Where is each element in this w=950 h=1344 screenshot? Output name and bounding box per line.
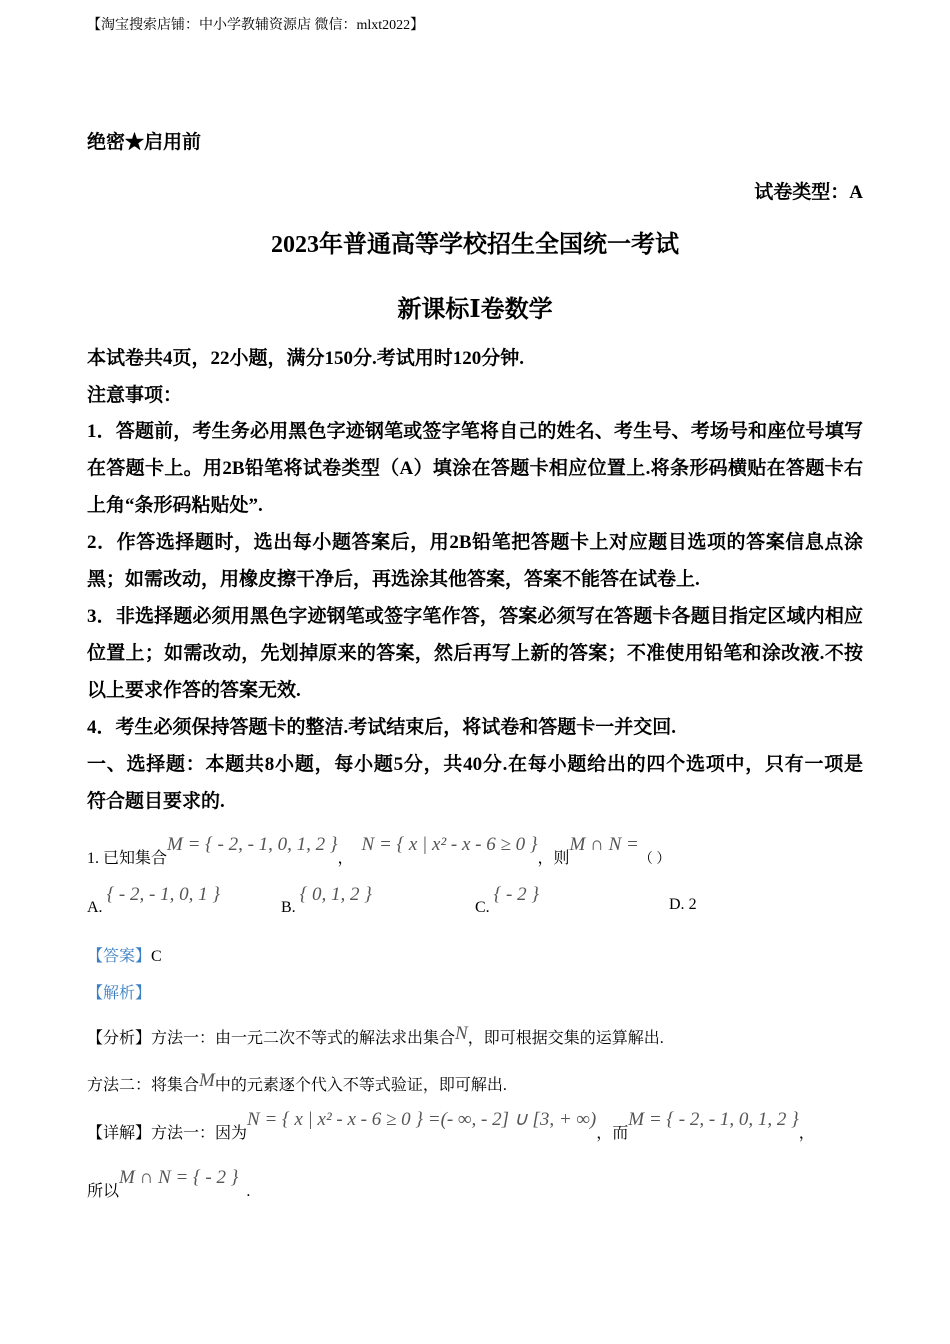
math-set-m: M = { - 2, - 1, 0, 1, 2 } [167, 834, 338, 855]
question-stem: 1. 已知集合 [87, 850, 168, 867]
exam-subtitle: 新课标Ⅰ卷数学 [397, 297, 553, 323]
text: 中的元素逐个代入不等式验证，即可解出. [214, 1077, 507, 1094]
shop-header: 【淘宝搜索店铺：中小学教辅资源店 微信：mlxt2022】 [87, 18, 425, 33]
math: M ∩ N = { - 2 } [119, 1167, 239, 1188]
answer-line [87, 943, 162, 966]
math: M [199, 1070, 215, 1091]
math: N [455, 1023, 468, 1044]
notice-line: 4．考生必须保持答题卡的整洁.考试结束后，将试卷和答题卡一并交回. [87, 717, 677, 738]
math-intersection: M ∩ N = [569, 834, 639, 855]
notice-title: 注意事项： [87, 385, 183, 406]
notice-line: 黑；如需改动，用橡皮擦干净后，再选涂其他答案，答案不能答在试卷上. [87, 569, 700, 590]
conclusion-line [87, 1165, 251, 1200]
text: 方法一：由一元二次不等式的解法求出集合 [151, 1030, 456, 1047]
notice-line: 上角“条形码粘贴处”. [87, 495, 263, 516]
option-d [669, 896, 697, 914]
answer-value: C [151, 948, 162, 965]
exam-title: 2023年普通高等学校招生全国统一考试 [271, 232, 679, 258]
fenxi-line [87, 1025, 664, 1049]
section-heading: 一、选择题：本题共8小题，每小题5分，共40分.在每小题给出的四个选项中，只有一项是 [87, 754, 863, 775]
answer-label: 【答案】 [87, 948, 152, 965]
notice-line: 2．作答选择题时，选出每小题答案后，用2B铅笔把答题卡上对应题目选项的答案信息点涂 [87, 532, 863, 553]
option-label: D. [669, 896, 685, 913]
option-value: 2 [688, 896, 697, 913]
notice-line: 位置上；如需改动，先划掉原来的答案，然后再写上新的答案；不准使用铅笔和涂改液.不按 [87, 643, 863, 664]
text: ，即可根据交集的运算解出. [467, 1030, 664, 1047]
notice-line: 3．非选择题必须用黑色字迹钢笔或签字笔作答，答案必须写在答题卡各题目指定区域内相应 [87, 606, 863, 627]
notice-line: 1．答题前，考生务必用黑色字迹钢笔或签字笔将自己的姓名、考生号、考场号和座位号填写 [87, 421, 863, 442]
text: 方法二：将集合 [87, 1077, 200, 1094]
option-label: A. [87, 899, 103, 916]
detail-label: 【详解】 [87, 1125, 152, 1142]
paper-type: 试卷类型：A [754, 182, 863, 203]
text: 所以 [87, 1183, 120, 1200]
option-label: C. [475, 899, 490, 916]
notice-line: 在答题卡上。用2B铅笔将试卷类型（A）填涂在答题卡相应位置上.将条形码横贴在答题卡右 [87, 458, 863, 479]
option-value: { 0, 1, 2 } [299, 884, 372, 905]
text: ， [798, 1125, 815, 1142]
answer-blank: （ ） [638, 852, 671, 867]
math: N = { x | x² - x - 6 ≥ 0 } =(- ∞, - 2] ∪ [3, + ∞) [247, 1109, 597, 1130]
method2-line [87, 1072, 507, 1096]
option-label: B. [281, 899, 296, 916]
option-a [87, 884, 220, 916]
option-c [475, 884, 539, 916]
section-heading: 符合题目要求的. [87, 791, 225, 812]
option-b [281, 884, 372, 916]
analysis-label: 【解析】 [87, 985, 152, 1002]
question-stem-then: ，则 [537, 850, 570, 867]
text: . [246, 1183, 251, 1200]
text: 方法一：因为 [151, 1125, 248, 1142]
option-value: { - 2 } [493, 884, 539, 905]
math: M = { - 2, - 1, 0, 1, 2 } [628, 1109, 799, 1130]
option-value: { - 2, - 1, 0, 1 } [106, 884, 220, 905]
detail-line [87, 1107, 815, 1142]
fenxi-label: 【分析】 [87, 1030, 152, 1047]
secret-label: 绝密★启用前 [87, 132, 202, 153]
question-1 [87, 832, 671, 867]
notice-line: 以上要求作答的答案无效. [87, 680, 301, 701]
text: ，而 [596, 1125, 629, 1142]
math-set-n: N = { x | x² - x - 6 ≥ 0 } [361, 834, 538, 855]
punct: ， [337, 850, 354, 867]
exam-intro: 本试卷共4页，22小题，满分150分.考试用时120分钟. [87, 348, 525, 369]
